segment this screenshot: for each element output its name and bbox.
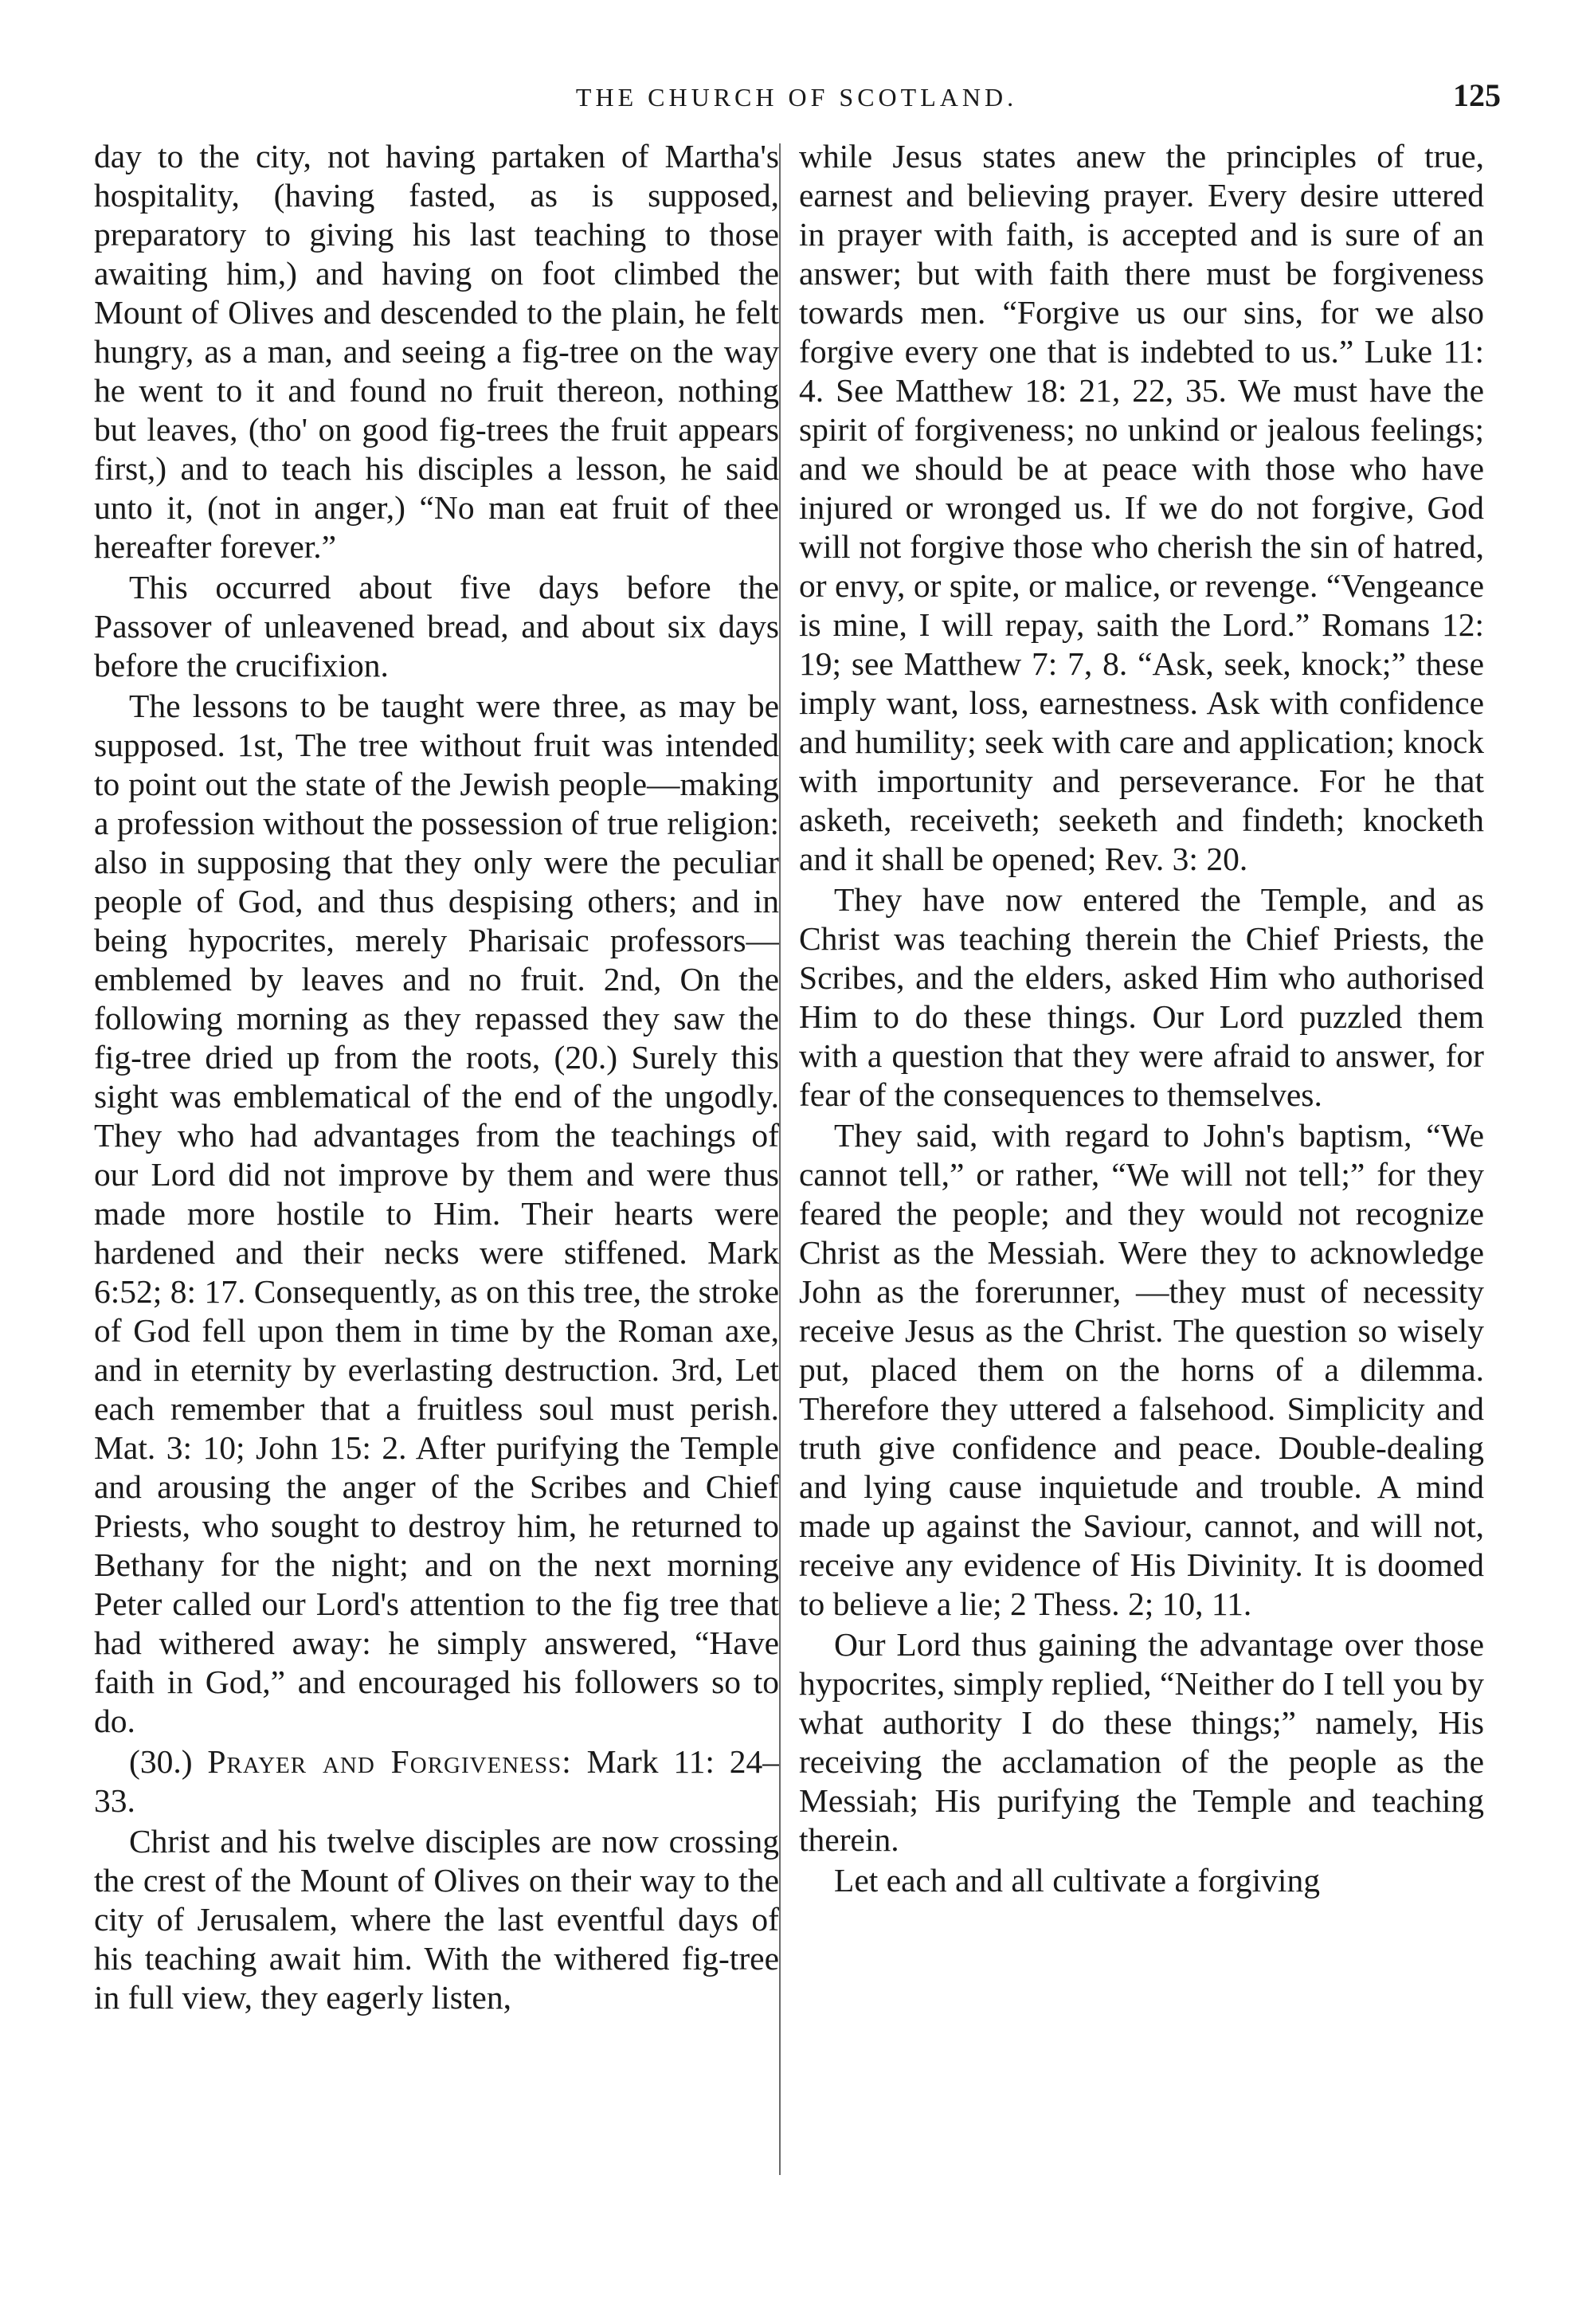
paragraph: Christ and his twelve disciples are now crossing the crest of the Mount of Olives on their way to the city of Jerusalem, where the last eventful days of his teaching await him. With the withered fig-tree in full view, they eagerly listen, <box>94 1823 779 2016</box>
right-column <box>799 137 1484 1902</box>
paragraph: Let each and all cultivate a forgiving <box>834 1862 1320 1899</box>
column-divider <box>779 143 781 2175</box>
page-number: 125 <box>1453 77 1501 113</box>
paragraph: Our Lord thus gaining the advantage over those hypocrites, simply replied, “Neither do I tell you by what authority I do these things;” namely, His receiving the acclamation of the people as the Messiah; His purifying the Temple and teaching therein. <box>799 1626 1484 1858</box>
left-column <box>94 137 779 2019</box>
paragraph: while Jesus states anew the principles of true, earnest and believing prayer. Every desire uttered in prayer with faith, is accepted and is sure of an answer; but with faith there must be forgiveness towards men. “Forgive us our sins, for we also forgive every one that is indebted to us.” Luke 11: 4. See Matthew 18: 21, 22, 35. We must have the spirit of forgiveness; no unkind or jealous feelings; and we should be at peace with those who have injured or wronged us. If we do not forgive, God will not forgive those who cherish the sin of hatred, or envy, or spite, or malice, or revenge. “Vengeance is mine, I will repay, saith the Lord.” Romans 12: 19; see Matthew 7: 7, 8. “Ask, seek, knock;” these imply want, loss, earnestness. Ask with confidence and humility; seek with care and application; knock with importunity and perseverance. For he that asketh, receiveth; seeketh and findeth; knocketh and it shall be opened; Rev. 3: 20. <box>799 138 1484 877</box>
paragraph: day to the city, not having partaken of Martha's hospitality, (having fasted, as is supposed, preparatory to giving his last teaching to those awaiting him,) and having on foot climbed the Mount of Olives and descended to the plain, he felt hungry, as a man, and seeing a fig-tree on the way he went to it and found no fruit thereon, nothing but leaves, (tho' on good fig-trees the fruit appears first,) and to teach his disciples a lesson, he said unto it, (not in anger,) “No man eat fruit of thee hereafter forever.” <box>94 138 779 565</box>
section-number: (30.) <box>129 1743 193 1780</box>
section-title: Prayer and Forgiveness: <box>207 1743 572 1780</box>
paragraph: They have now entered the Temple, and as Christ was teaching therein the Chief Priests, the Scribes, and the elders, asked Him who authorised Him to do these things. Our Lord puzzled them with a question that they were afraid to answer, for fear of the consequences to themselves. <box>799 881 1484 1113</box>
paragraph: They said, with regard to John's baptism, “We cannot tell,” or rather, “We will not tell;” for they feared the people; and they would not recognize Christ as the Messiah. Were they to acknowledge John as the forerunner, —they must of necessity receive Jesus as the Christ. The question so wisely put, placed them on the horns of a dilemma. Therefore they uttered a falsehood. Simplicity and truth give confidence and peace. Double-dealing and lying cause inquietude and trouble. A mind made up against the Saviour, cannot, and will not, receive any evidence of His Divinity. It is doomed to believe a lie; 2 Thess. 2; 10, 11. <box>799 1117 1484 1622</box>
section-reference: Mark 11: 24–33. <box>94 1743 779 1819</box>
paragraph: The lessons to be taught were three, as may be supposed. 1st, The tree without fruit was intended to point out the state of the Jewish people—making a profession without the possession of true religion: also in supposing that they only were the peculiar people of God, and thus despising others; and in being hypocrites, merely Pharisaic professors—emblemed by leaves and no fruit. 2nd, On the following morning as they repassed they saw the fig-tree dried up from the roots, (20.) Surely this sight was emblematical of the end of the ungodly. They who had advantages from the teachings of our Lord did not improve by them and were thus made more hostile to Him. Their hearts were hardened and their necks were stiffened. Mark 6:52; 8: 17. Consequently, as on this tree, the stroke of God fell upon them in time by the Roman axe, and in eternity by everlasting destruction. 3rd, Let each remember that a fruitless soul must perish. Mat. 3: 10; John 15: 2. After purifying the Temple and arousing the anger of the Scribes and Chief Priests, who sought to destroy him, he returned to Bethany for the night; and on the next morning Peter called our Lord's attention to the fig tree that had withered away: he simply answered, “Have faith in God,” and encouraged his followers so to do. <box>94 688 779 1739</box>
running-title: THE CHURCH OF SCOTLAND. <box>575 83 1018 112</box>
section-heading <box>94 1742 779 1820</box>
paragraph: This occurred about five days before the Passover of unleavened bread, and about six days before the crucifixion. <box>94 569 779 684</box>
page-header <box>80 77 1514 131</box>
